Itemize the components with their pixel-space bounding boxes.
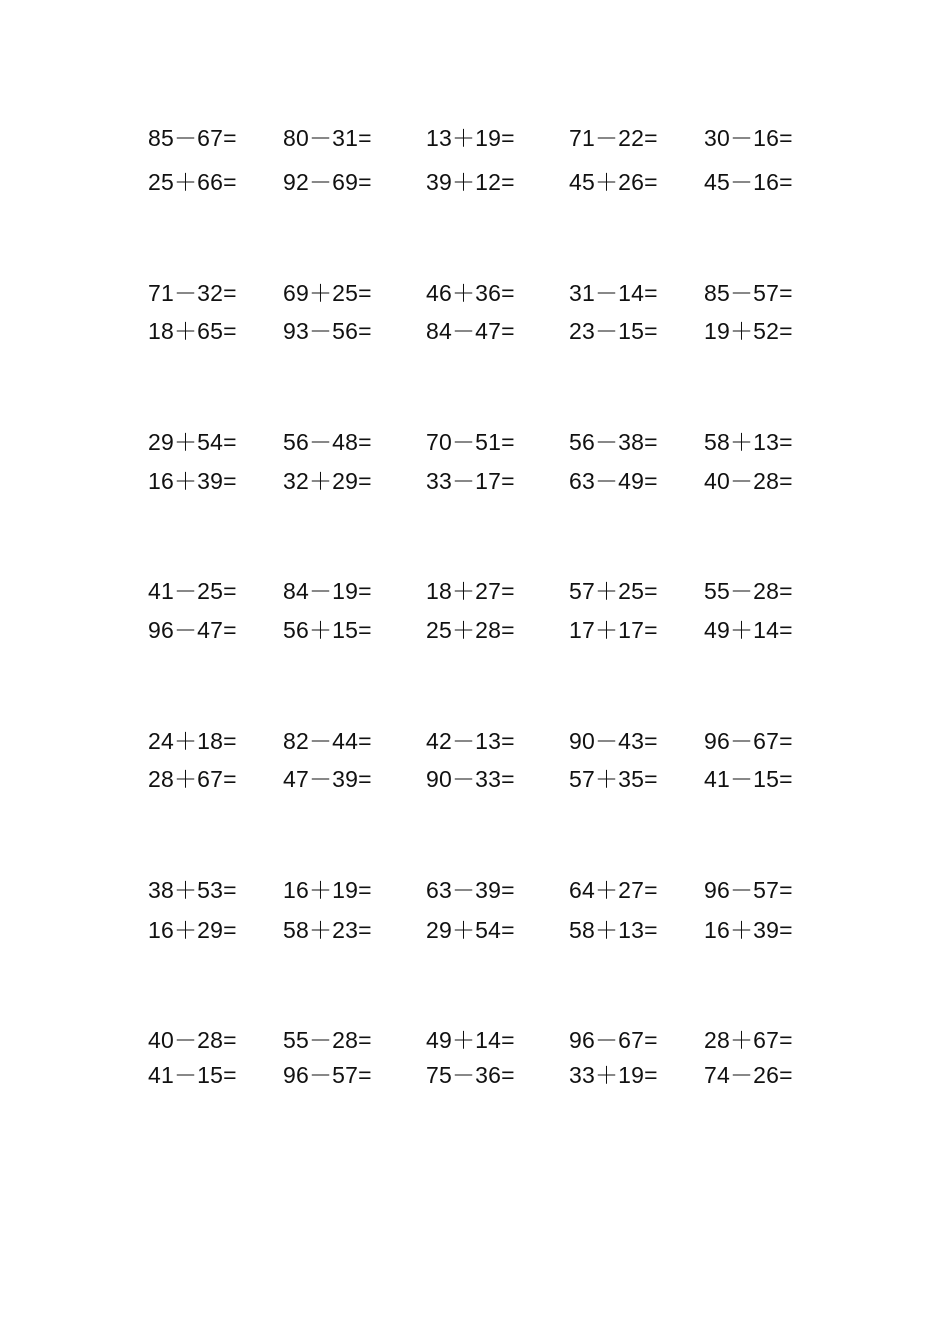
problem-item: 29＋54= <box>148 429 237 455</box>
problem-item: 25＋28= <box>426 617 515 643</box>
problem-item: 47－39= <box>283 766 372 792</box>
problem-item: 63－39= <box>426 877 515 903</box>
problem-item: 90－33= <box>426 766 515 792</box>
problem-item: 33－17= <box>426 468 515 494</box>
problem-item: 40－28= <box>148 1027 237 1053</box>
problem-item: 71－32= <box>148 280 237 306</box>
problem-item: 16＋39= <box>704 917 793 943</box>
problem-row <box>0 315 950 347</box>
problem-row <box>0 166 950 198</box>
problem-item: 58＋13= <box>704 429 793 455</box>
problem-item: 63－49= <box>569 468 658 494</box>
problem-item: 57＋25= <box>569 578 658 604</box>
problem-item: 49＋14= <box>704 617 793 643</box>
problem-item: 23－15= <box>569 318 658 344</box>
problem-item: 56＋15= <box>283 617 372 643</box>
problem-item: 93－56= <box>283 318 372 344</box>
problem-item: 16＋39= <box>148 468 237 494</box>
problem-row <box>0 614 950 646</box>
problem-row <box>0 575 950 607</box>
problem-item: 96－67= <box>704 728 793 754</box>
problem-item: 84－47= <box>426 318 515 344</box>
problem-item: 84－19= <box>283 578 372 604</box>
problem-item: 17＋17= <box>569 617 658 643</box>
problem-item: 75－36= <box>426 1062 515 1088</box>
problem-item: 80－31= <box>283 125 372 151</box>
problem-row <box>0 426 950 458</box>
problem-item: 45＋26= <box>569 169 658 195</box>
problem-item: 32＋29= <box>283 468 372 494</box>
problem-item: 16＋19= <box>283 877 372 903</box>
problem-item: 57＋35= <box>569 766 658 792</box>
problem-item: 42－13= <box>426 728 515 754</box>
problem-item: 28＋67= <box>704 1027 793 1053</box>
problem-item: 19＋52= <box>704 318 793 344</box>
problem-row <box>0 874 950 906</box>
problem-row <box>0 465 950 497</box>
problem-row <box>0 1059 950 1091</box>
problem-item: 56－38= <box>569 429 658 455</box>
problem-item: 18＋27= <box>426 578 515 604</box>
problem-item: 56－48= <box>283 429 372 455</box>
problem-item: 41－15= <box>704 766 793 792</box>
problem-item: 24＋18= <box>148 728 237 754</box>
problem-item: 31－14= <box>569 280 658 306</box>
problem-item: 25＋66= <box>148 169 237 195</box>
problem-item: 46＋36= <box>426 280 515 306</box>
problem-item: 49＋14= <box>426 1027 515 1053</box>
problem-item: 96－67= <box>569 1027 658 1053</box>
problem-item: 45－16= <box>704 169 793 195</box>
problem-item: 58＋23= <box>283 917 372 943</box>
problem-item: 90－43= <box>569 728 658 754</box>
problem-item: 16＋29= <box>148 917 237 943</box>
problem-item: 85－57= <box>704 280 793 306</box>
problem-item: 70－51= <box>426 429 515 455</box>
problem-item: 18＋65= <box>148 318 237 344</box>
problem-item: 74－26= <box>704 1062 793 1088</box>
problem-item: 28＋67= <box>148 766 237 792</box>
problem-row <box>0 914 950 946</box>
problem-item: 13＋19= <box>426 125 515 151</box>
problem-item: 40－28= <box>704 468 793 494</box>
problem-row <box>0 1024 950 1056</box>
problem-item: 82－44= <box>283 728 372 754</box>
problem-row <box>0 122 950 154</box>
problem-item: 33＋19= <box>569 1062 658 1088</box>
problem-row <box>0 725 950 757</box>
problem-item: 92－69= <box>283 169 372 195</box>
problem-item: 55－28= <box>704 578 793 604</box>
problem-item: 38＋53= <box>148 877 237 903</box>
problem-item: 64＋27= <box>569 877 658 903</box>
problem-item: 69＋25= <box>283 280 372 306</box>
problem-item: 71－22= <box>569 125 658 151</box>
problem-item: 41－15= <box>148 1062 237 1088</box>
problem-item: 96－57= <box>283 1062 372 1088</box>
problem-item: 55－28= <box>283 1027 372 1053</box>
problem-row <box>0 277 950 309</box>
problem-row <box>0 763 950 795</box>
problem-item: 39＋12= <box>426 169 515 195</box>
problem-item: 96－47= <box>148 617 237 643</box>
problem-item: 85－67= <box>148 125 237 151</box>
problem-item: 41－25= <box>148 578 237 604</box>
problem-item: 58＋13= <box>569 917 658 943</box>
problem-item: 29＋54= <box>426 917 515 943</box>
problem-item: 30－16= <box>704 125 793 151</box>
problem-item: 96－57= <box>704 877 793 903</box>
